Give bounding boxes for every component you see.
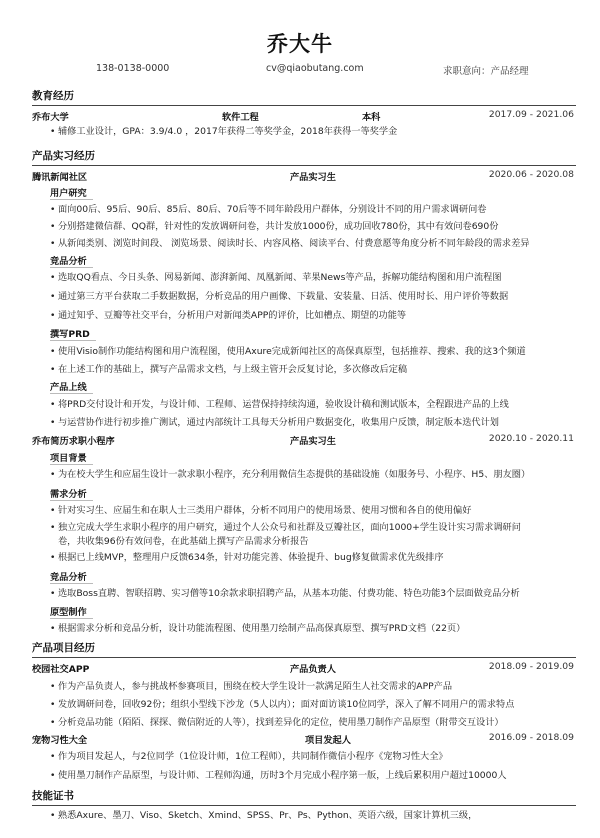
candidate-name: 乔大牛 xyxy=(267,32,333,56)
subheading-prototyping: 原型制作 xyxy=(50,604,93,619)
major: 软件工程 xyxy=(222,112,259,123)
section-internship-heading: 产品实习经历 xyxy=(32,148,576,166)
internship-row-tencent xyxy=(32,169,576,183)
section-projects-heading: 产品项目经历 xyxy=(32,640,576,658)
subheading-user-research: 用户研究 xyxy=(50,185,93,200)
resume-page: 乔大牛 138-0138-0000 cv@qiaobutang.com 求职意向：产品经理 教育经历 乔布大学 软件工程 本科 2017.09 - 2021.06 • 辅修工业设计，GPA：3.9/4.0 ，2017年获得二等奖学金，2018年获得一等奖学金 产品实习经历 腾讯新闻社区 产品实习生 2020.06 - 2020.08 用户研究 • 面向00后、95后、90后、85后、80后、70后等不同年龄段用户群体，分别设计不同的用户需求调研问卷 • 分别搭建微信群、QQ群，针对性的发放调研问卷，共计发放1000份，成功回收780份，其中有效问卷690份 • 从新闻类别、浏览时间段、 浏览场景、阅读时长、内容风格、阅读平台、付费意愿等角度分析不同年龄段的需求差异 竞品分析 • 选取QQ看点、今日头条、网易新闻、澎湃新闻、凤凰新闻、苹果News等产品，拆解功能结构图和用户流程图 • 通过第三方平台获取二手数据数据，分析竞品的用户画像、下载量、安装量、日活、使用时长、用户评价等数据 • 通过知乎、豆瓣等社交平台，分析用户对新闻类APP的评价，比如槽点、期望的功能等 撰写PRD • 使用Visio制作功能结构图和用户流程图，使用Axure完成新闻社区的高保真原型，包括推荐、搜索、我的这3个频道 • 在上述工作的基础上，撰写产品需求文档，与上级主管开会反复讨论，多次修改后定稿 产品上线 • 将PRD交付设计和开发，与设计师、工程师、运营保持持续沟通，验收设计稿和测试版本，全程跟进产品的上线 • 与运营协作进行初步推广测试，通过内部统计工具每天分析用户数据变化，收集用户反馈，制定版本迭代计划 乔布简历求职小程序 产品实习生 2020.10 - 2020.11 项目背景 • 为在校大学生和应届生设计一款求职小程序，充分利用微信生态提供的基础设施（如服务号、小程序、H5、朋友圈） 需求分析 • 针对实习生、应届生和在职人士三类用户群体，分析不同用户的使用场景、使用习惯和各自的使用偏好 • 独立完成大学生求职小程序的用户研究，通过个人公众号和社群及豆瓣社区，面向1000+学生设计实习需求调研问 卷，共收集96份有效问卷，在此基础上撰写产品需求分析报告 • 根据已上线MVP，整理用户反馈634条，针对功能完善、体验提升、bug修复做需求优先级排序 竞品分析 • 选取Boss直聘、智联招聘、实习僧等10余款求职招聘产品，从基本功能、付费功能、特色功能3个层面做竞品分析 原型制作 • 根据需求分析和竞品分析，设计功能流程图、使用墨刀绘制产品高保真原型、撰写PRD文档（22页） 产品项目经历 校园社交APP 产品负责人 2018.09 - 2019.09 • 作为产品负责人，参与挑战杯参赛项目，围绕在校大学生设计一款满足陌生人社交需求的APP产品 • 发放调研问卷，回收92份；组织小型线下沙龙（5人以内）；面对面访谈10位同学，深入了解不同用户的需求特点 • 分析竞品功能（陌陌、探探、微信附近的人等），找到差异化的定位，使用墨刀制作产品原型（附带交互设计） 宠物习性大全 项目发起人 2016.09 - 2018.09 • 作为项目发起人，与2位同学（1位设计师，1位工程师），共同制作微信小程序《宠物习性大全》 • 使用墨刀制作产品原型，与设计师、工程师沟通，历时3个月完成小程序第一版，上线后累积用户超过10000人 技能证书 • 熟悉Axure、墨刀、Viso、Sketch、Xmind、SPSS、Pr、Ps、Python、英语六级，国家计算机三级， xyxy=(0,0,600,838)
company-name: 乔布简历求职小程序 xyxy=(32,436,115,447)
subheading-project-background: 项目背景 xyxy=(50,450,93,465)
subheading-write-prd: 撰写PRD xyxy=(50,326,96,341)
section-skills-heading: 技能证书 xyxy=(32,788,576,806)
project-date: 2016.09 - 2018.09 xyxy=(488,732,574,743)
phone-number: 138-0138-0000 xyxy=(96,63,170,74)
company-name: 腾讯新闻社区 xyxy=(32,172,88,183)
section-education-heading: 教育经历 xyxy=(32,88,576,106)
project-name: 校园社交APP xyxy=(32,664,90,675)
education-date: 2017.09 - 2021.06 xyxy=(488,109,574,120)
role-title: 产品实习生 xyxy=(290,436,336,447)
email-address: cv@qiaobutang.com xyxy=(266,63,364,74)
subheading-product-launch: 产品上线 xyxy=(50,379,93,394)
internship-date: 2020.06 - 2020.08 xyxy=(488,169,574,180)
job-objective: 求职意向：产品经理 xyxy=(443,66,529,77)
project-date: 2018.09 - 2019.09 xyxy=(488,661,574,672)
role-title: 产品负责人 xyxy=(290,664,336,675)
project-row-pet-habits xyxy=(32,732,576,746)
internship-date: 2020.10 - 2020.11 xyxy=(488,433,574,444)
subheading-requirement-analysis: 需求分析 xyxy=(50,486,93,501)
internship-row-miniprogram xyxy=(32,433,576,447)
subheading-competitor-analysis: 竞品分析 xyxy=(50,253,93,268)
subheading-competitor-analysis-2: 竞品分析 xyxy=(50,569,93,584)
project-row-campus-social xyxy=(32,661,576,675)
role-title: 项目发起人 xyxy=(305,735,351,746)
education-row xyxy=(32,109,576,123)
school-name: 乔布大学 xyxy=(32,112,69,123)
project-name: 宠物习性大全 xyxy=(32,735,88,746)
degree: 本科 xyxy=(362,112,381,123)
role-title: 产品实习生 xyxy=(290,172,336,183)
